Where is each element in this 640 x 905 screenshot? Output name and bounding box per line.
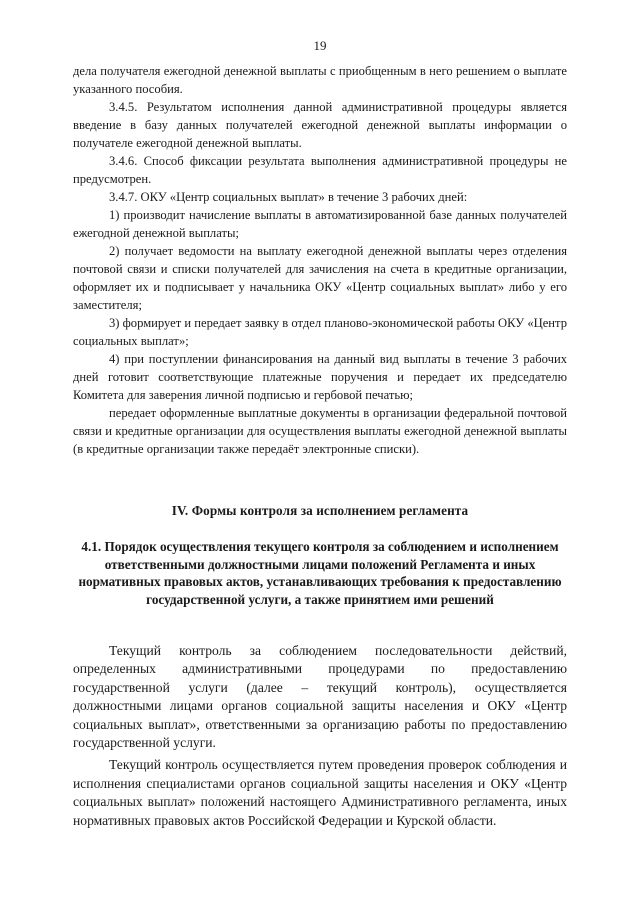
paragraph: 3.4.6. Способ фиксации результата выполнения административной процедуры не предусмотрен.: [73, 154, 567, 186]
page-number: 19: [313, 38, 327, 53]
top-text-block: [73, 62, 567, 458]
paragraph: 3) формирует и передает заявку в отдел планово-экономической работы ОКУ «Центр социальных выплат»;: [73, 316, 567, 348]
paragraph: 3.4.5. Результатом исполнения данной административной процедуры является введение в базу данных получателей ежегодной денежной выплаты информации о получателе ежегодной денежной выплаты.: [73, 100, 567, 150]
paragraph: передает оформленные выплатные документы в организации федеральной почтовой связи и кредитные организации для осуществления выплаты ежегодной денежной выплаты (в кредитные организации также передаёт электронные списки).: [73, 406, 567, 456]
paragraph: дела получателя ежегодной денежной выплаты с приобщенным в него решением о выплате указанного пособия.: [73, 64, 567, 96]
paragraph: 2) получает ведомости на выплату ежегодной денежной выплаты через отделения почтовой связи и списки получателей для зачисления на счета в кредитные организации, оформляет их и подписывает у начальника ОКУ «Центр социальных выплат» либо у его заместителя;: [73, 244, 567, 312]
paragraph: Текущий контроль осуществляется путем проведения проверок соблюдения и исполнения специалистами органов социальной защиты населения и ОКУ «Центр социальных выплат» положений настоящего Административного регламента, иных нормативных правовых актов Российской Федерации и Курской области.: [73, 757, 567, 828]
subsection-heading: 4.1. Порядок осуществления текущего контроля за соблюдением и исполнением ответственными должностными лицами положений Регламента и иных нормативных правовых актов, устанавливающих требования к предоставлению государственной услуги, а также принятием ими решений: [78, 539, 562, 607]
paragraph: 3.4.7. ОКУ «Центр социальных выплат» в течение 3 рабочих дней:: [109, 190, 468, 204]
section-heading: IV. Формы контроля за исполнением регламента: [171, 503, 469, 518]
paragraph: 4) при поступлении финансирования на данный вид выплаты в течение 3 рабочих дней готовит соответствующие платежные поручения и передает их председателю Комитета для заверения личной подписью и гербовой печатью;: [73, 352, 567, 402]
bottom-text-block: [73, 642, 567, 834]
paragraph: 1) производит начисление выплаты в автоматизированной базе данных получателей ежегодной денежной выплаты;: [73, 208, 567, 240]
paragraph: Текущий контроль за соблюдением последовательности действий, определенных административными процедурами по предоставлению государственной услуги (далее – текущий контроль), осуществляется должностными лицами органов социальной защиты населения и ОКУ «Центр социальных выплат», ответственными за организацию работы по предоставлению государственной услуги.: [73, 643, 567, 751]
